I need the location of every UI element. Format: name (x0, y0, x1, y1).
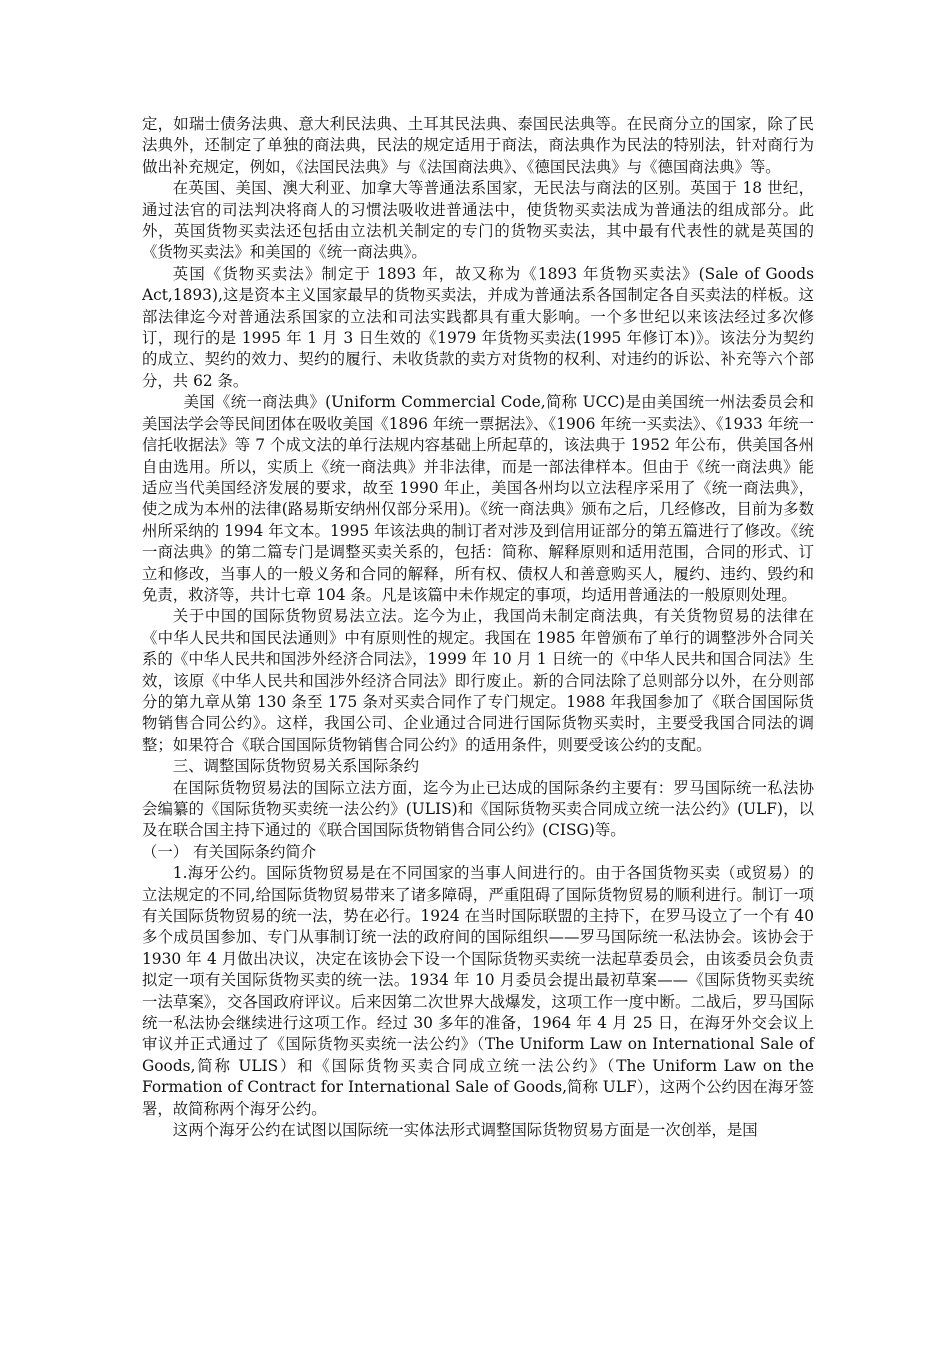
subsection-heading-convention-intro: （一） 有关国际条约简介 (142, 842, 317, 861)
paragraph-civil-commercial-codes: 定，如瑞士债务法典、意大利民法典、土耳其民法典、泰国民法典等。在民商分立的国家，除了民法典外，还制定了单独的商法典，民法的规定适用于商法，商法典作为民法的特别法，针对商行为做出补充规定，例如，《法国民法典》与《法国商法典》、《德国民法典》与《德国商法典》等。 (142, 115, 814, 176)
paragraph-international-conventions: 在国际货物贸易法的国际立法方面，迄今为止已达成的国际条约主要有：罗马国际统一私法协会编纂的《国际货物买卖统一法公约》(ULIS)和《国际货物买卖合同成立统一法公约》(ULF)，以及在联合国主持下通过的《联合国国际货物销售合同公约》(CISG)等。 (142, 778, 814, 840)
paragraph-china-legislation: 关于中国的国际货物贸易法立法。迄今为止，我国尚未制定商法典，有关货物贸易的法律在《中华人民共和国民法通则》中有原则性的规定。我国在 1985 年曾颁布了单行的调整涉外合同关系的《中华人民共和国涉外经济合同法》，1999 年 10 月 1 日统一的《中华人民共和国合同法》生效，该原《中华人民共和国涉外经济合同法》即行废止。新的合同法除了总则部分以外，在分则部分的第九章从第 130 条至 175 条对买卖合同作了专门规定。1988 年我国参加了《联合国国际货物销售合同公约》。这样，我国公司、企业通过合同进行国际货物买卖时，主要受我国合同法的调整；如果符合《联合国国际货物销售合同公约》的适用条件，则要受该公约的支配。 (142, 607, 814, 754)
paragraph-hague-innovation: 这两个海牙公约在试图以国际统一实体法形式调整国际货物贸易方面是一次创举，是国 (172, 1121, 758, 1140)
paragraph-uk-sale-of-goods-act: 英国《货物买卖法》制定于 1893 年，故又称为《1893 年货物买卖法》(Sale of Goods Act,1893),这是资本主义国家最早的货物买卖法，并成为普通法系各国制定各自买卖法的样板。这部法律迄今对普通法系国家的立法和司法实践都具有重大影响。一个多世纪以来该法经过多次修订，现行的是 1995 年 1 月 3 日生效的《1979 年货物买卖法(1995 年修订本)》。该法分为契约的成立、契约的效力、契约的履行、未收货款的卖方对货物的权利、对违约的诉讼、补充等六个部分，共 62 条。 (142, 264, 814, 390)
paragraph-hague-conventions: 1.海牙公约。国际货物贸易是在不同国家的当事人间进行的。由于各国货物买卖（或贸易）的立法规定的不同,给国际货物贸易带来了诸多障碍，严重阻碍了国际货物贸易的顺利进行。制订一项有关国际货物贸易的统一法，势在必行。1924 在当时国际联盟的主持下，在罗马设立了一个有 40 多个成员国参加、专门从事制订统一法的政府间的国际组织——罗马国际统一私法协会。该协会于 1930 年 4 月做出决议，决定在该协会下设一个国际货物买卖统一法起草委员会，由该委员会负责拟定一项有关国际货物买卖的统一法。1934 年 10 月委员会提出最初草案——《国际货物买卖统一法草案》，交各国政府评议。后来因第二次世界大战爆发，这项工作一度中断。二战后，罗马国际统一私法协会继续进行这项工作。经过 30 多年的准备，1964 年 4 月 25 日，在海牙外交会议上审议并正式通过了《国际货物买卖统一法公约》（The Uniform Law on International Sale of Goods,简称 ULIS）和《国际货物买卖合同成立统一法公约》（The Uniform Law on the Formation of Contract for International Sale of Goods,简称 ULF），这两个公约因在海牙签署，故简称两个海牙公约。 (142, 864, 814, 1118)
paragraph-common-law-countries: 在英国、美国、澳大利亚、加拿大等普通法系国家，无民法与商法的区别。英国于 18 世纪，通过法官的司法判决将商人的习惯法吸收进普通法中，使货物买卖法成为普通法的组成部分。此外，英国货物买卖法还包括由立法机关制定的专门的货物买卖法，其中最有代表性的就是英国的《货物买卖法》和美国的《统一商法典》。 (142, 179, 814, 262)
section-heading-international-conventions: 三、调整国际货物贸易关系国际条约 (172, 757, 420, 776)
paragraph-us-ucc: 美国《统一商法典》(Uniform Commercial Code,简称 UCC)是由美国统一州法委员会和美国法学会等民间团体在吸收美国《1896 年统一票据法》、《1906 年统一买卖法》、《1933 年统一信托收据法》等 7 个成文法的单行法规内容基础上所起草的，该法典于 1952 年公布，供美国各州自由选用。所以，实质上《统一商法典》并非法律，而是一部法律样本。但由于《统一商法典》能适应当代美国经济发展的要求，故至 1990 年止，美国各州均以立法程序采用了《统一商法典》，使之成为本州的法律(路易斯安纳州仅部分采用)。《统一商法典》颁布之后，几经修改，目前为多数州所采纳的 1994 年文本。1995 年该法典的制订者对涉及到信用证部分的第五篇进行了修改。《统一商法典》的第二篇专门是调整买卖关系的，包括：简称、解释原则和适用范围，合同的形式、订立和修改，当事人的一般义务和合同的解释，所有权、债权人和善意购买人，履约、违约、毁约和免责，救济等，共计七章 104 条。凡是该篇中未作规定的事项，均适用普通法的一般原则处理。 (142, 393, 814, 604)
document-page (142, 114, 814, 1142)
